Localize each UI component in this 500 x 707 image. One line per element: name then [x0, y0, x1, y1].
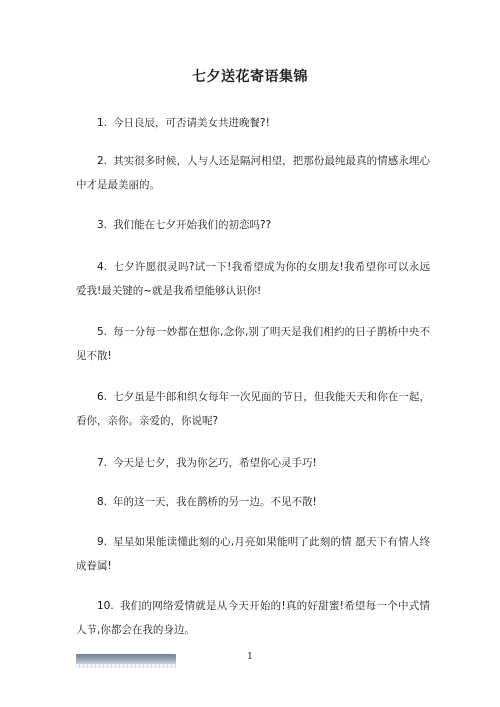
list-item: 2. 其实很多时候，人与人还是隔河相望，把那份最纯最真的情感永埋心中才是最美丽的。	[76, 155, 430, 191]
page-title: 七夕送花寄语集锦	[192, 69, 308, 85]
list-item: 1. 今日良辰，可否请美女共进晚餐?!	[97, 117, 270, 129]
list-item: 4. 七夕许愿很灵吗?试一下!我希望成为你的女朋友!我希望你可以永远爱我!最关键的~就是我希望能够认识你!	[76, 261, 430, 297]
list-item: 6. 七夕虽是牛郎和织女每年一次见面的节日，但我能天天和你在一起，看你，亲你。亲爱的，你说呢?	[76, 391, 430, 427]
list-item: 7. 今天是七夕，我为你乞巧，希望你心灵手巧!	[97, 457, 317, 469]
list-item: 5. 每一分每一妙都在想你,念你,别了明天是我们相约的日子鹊桥中央不见不散!	[76, 326, 430, 362]
list-item: 10. 我们的网络爱情就是从今天开始的!真的好甜蜜!希望每一个中式情人节,你都会在我的身边。	[76, 600, 430, 636]
list-item: 8. 年的这一天，我在鹊桥的另一边。不见不散!	[97, 496, 317, 508]
list-item: 9. 星星如果能读懂此刻的心,月亮如果能明了此刻的情 愿天下有情人终成眷属!	[76, 536, 430, 572]
list-item: 3. 我们能在七夕开始我们的初恋吗??	[97, 219, 272, 231]
page-number: 1	[247, 652, 253, 662]
